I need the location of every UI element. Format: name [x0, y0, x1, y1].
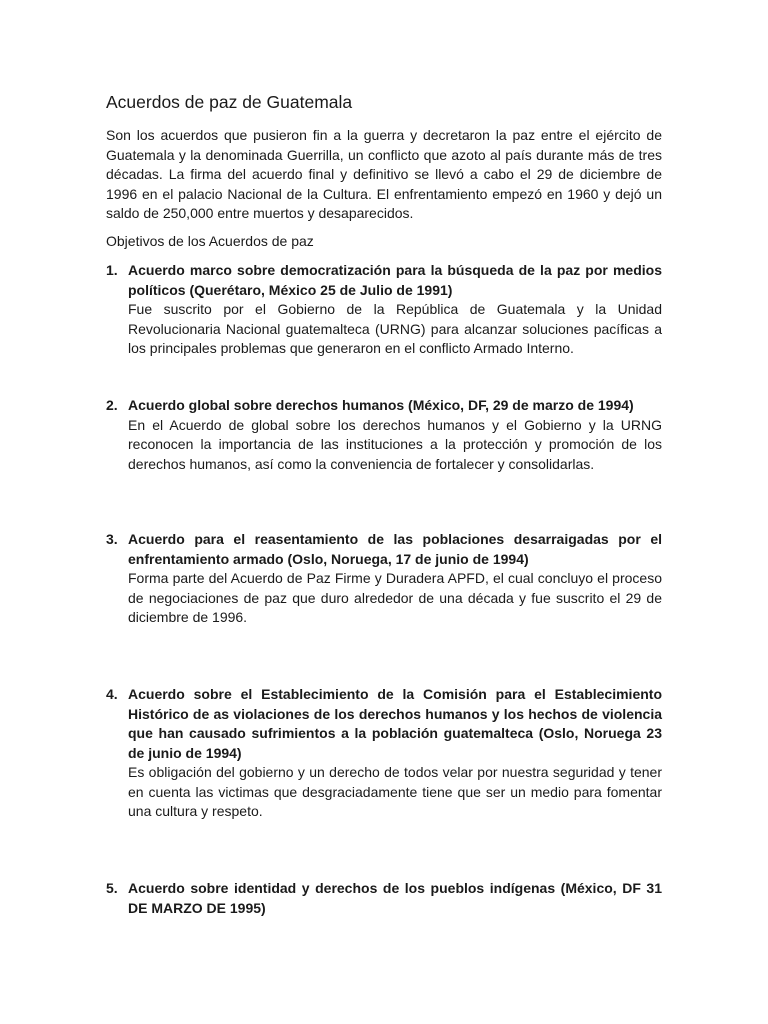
- list-item-heading: Acuerdo sobre identidad y derechos de los pueblos indígenas (México, DF 31 DE MARZO DE 1995): [128, 880, 662, 916]
- list-item-body: Forma parte del Acuerdo de Paz Firme y Duradera APFD, el cual concluyo el proceso de negociaciones de paz que duro alrededor de una década y fue suscrito el 29 de diciembre de 1996.: [128, 570, 662, 625]
- list-item-number: 4.: [106, 686, 118, 702]
- list-item-3: [106, 530, 662, 628]
- list-item-heading: Acuerdo global sobre derechos humanos (México, DF, 29 de marzo de 1994): [128, 397, 634, 413]
- list-item-1: [106, 261, 662, 359]
- list-item-number: 1.: [106, 262, 118, 278]
- list-item-number: 5.: [106, 880, 118, 896]
- list-item-4: [106, 685, 662, 822]
- list-item-2: [106, 396, 662, 474]
- list-item-body: Fue suscrito por el Gobierno de la República de Guatemala y la Unidad Revolucionaria Nacional guatemalteca (URNG) para alcanzar soluciones pacíficas a los principales problemas que generaron en el conflicto Armado Interno.: [128, 301, 662, 356]
- list-item-number: 3.: [106, 531, 118, 547]
- list-item-heading: Acuerdo marco sobre democratización para la búsqueda de la paz por medios políticos (Querétaro, México 25 de Julio de 1991): [128, 262, 662, 298]
- list-item-heading: Acuerdo para el reasentamiento de las poblaciones desarraigadas por el enfrentamiento armado (Oslo, Noruega, 17 de junio de 1994): [128, 531, 662, 567]
- list-item-number: 2.: [106, 397, 118, 413]
- objectives-heading: Objetivos de los Acuerdos de paz: [106, 233, 314, 249]
- list-item-heading: Acuerdo sobre el Establecimiento de la Comisión para el Establecimiento Histórico de as violaciones de los derechos humanos y los hechos de violencia que han causado sufrimientos a la población guatemalteca (Oslo, Noruega 23 de junio de 1994): [128, 686, 662, 761]
- list-item-body: Es obligación del gobierno y un derecho de todos velar por nuestra seguridad y tener en cuenta las victimas que desgraciadamente tiene que ser un medio para fomentar una cultura y respeto.: [128, 764, 662, 819]
- list-item-body: En el Acuerdo de global sobre los derechos humanos y el Gobierno y la URNG reconocen la importancia de las instituciones a la protección y promoción de los derechos humanos, así como la conveniencia de fortalecer y consolidarlas.: [128, 416, 662, 472]
- document-title: Acuerdos de paz de Guatemala: [106, 92, 353, 112]
- intro-paragraph: Son los acuerdos que pusieron fin a la guerra y decretaron la paz entre el ejército de Guatemala y la denominada Guerrilla, un conflicto que azoto al país durante más de tres décadas. La firma del acuerdo final y definitivo se llevó a cabo el 29 de diciembre de 1996 en el palacio Nacional de la Cultura. El enfrentamiento empezó en 1960 y dejó un saldo de 250,000 entre muertos y desaparecidos.: [106, 127, 662, 221]
- list-item-5: [106, 879, 662, 918]
